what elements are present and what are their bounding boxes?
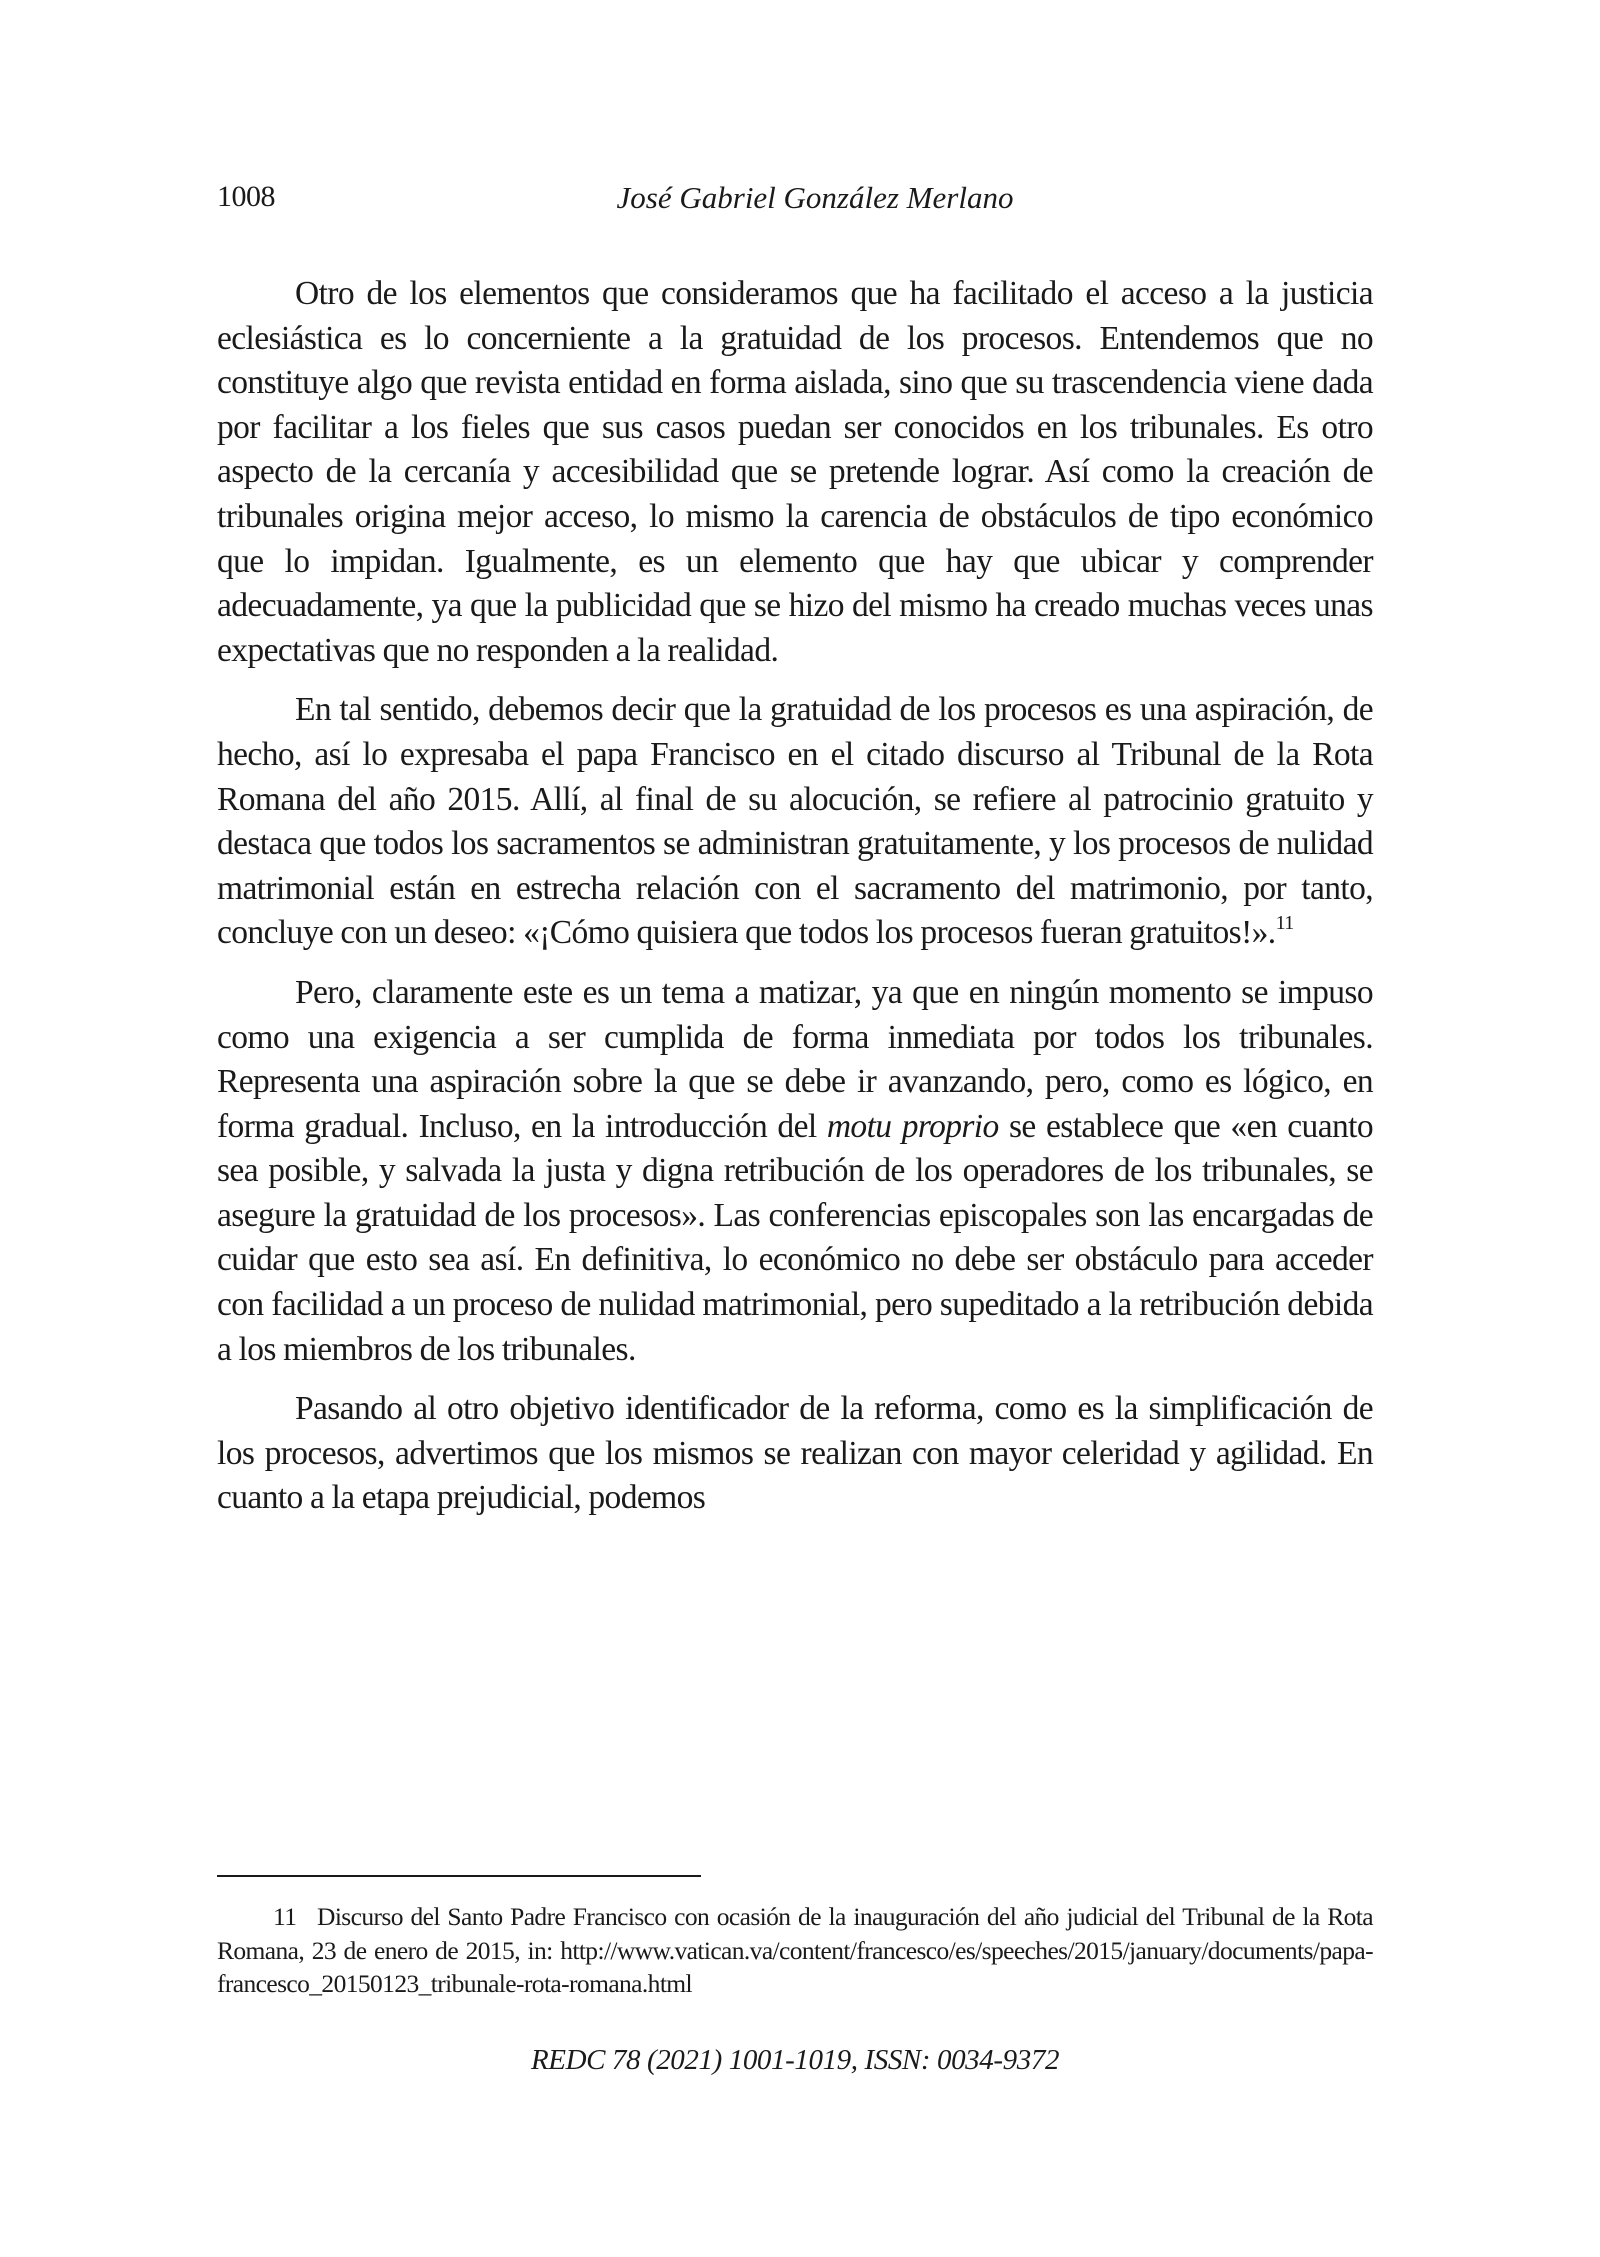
paragraph-text: Pasando al otro objetivo identificador de la reforma, como es la simplificación de los procesos, advertimos que los mismos se realizan con mayor celeridad y agilidad. En cuanto a la etapa prejudicial, podemos bbox=[217, 1390, 1373, 1517]
paragraph-1 bbox=[217, 272, 1373, 673]
paragraph-text: Otro de los elementos que consideramos que ha facilitado el acceso a la justicia eclesiástica es lo concerniente a la gratuidad de los procesos. Entendemos que no constituye algo que revista entidad en forma aislada, sino que su trascendencia viene dada por facilitar a los fieles que sus casos puedan ser conocidos en los tribunales. Es otro aspecto de la cercanía y accesibilidad que se pretende lograr. Así como la creación de tribunales origina mejor acceso, lo mismo la carencia de obstáculos de tipo económico que lo impidan. Igualmente, es un elemento que hay que ubicar y comprender adecuadamente, ya que la publicidad que se hizo del mismo ha creado muchas veces unas expectativas que no responden a la realidad. bbox=[217, 275, 1373, 669]
footnote-reference[interactable]: 11 bbox=[1275, 912, 1294, 935]
running-head-author: José Gabriel González Merlano bbox=[616, 180, 1014, 215]
body-text bbox=[217, 272, 1373, 1536]
footnote-number: 11 bbox=[273, 1902, 297, 1931]
footnote-text: Discurso del Santo Padre Francisco con ocasión de la inauguración del año judicial del Tribunal de la Rota Romana, 23 de enero de 2015, in: http://www.vatican.va/content/francesco/es/speeches/2015/january/documents/papa-francesco_20150123_tribunale-rota-romana.html bbox=[217, 1902, 1373, 1998]
footnote-11 bbox=[217, 1900, 1373, 2001]
italic-term: motu proprio bbox=[826, 1107, 999, 1145]
page-footer-citation: REDC 78 (2021) 1001-1019, ISSN: 0034-9372 bbox=[530, 2044, 1060, 2076]
page-number: 1008 bbox=[217, 180, 275, 213]
paragraph-2 bbox=[217, 688, 1373, 956]
footnote-divider bbox=[217, 1875, 701, 1877]
paragraph-text: Pero, claramente este es un tema a matizar, ya que en ningún momento se impuso como una exigencia a ser cumplida de forma inmediata por todos los tribunales. Representa una aspiración sobre la que se debe ir avanzando, pero, como es lógico, en forma gradual. Incluso, en la introducción del bbox=[217, 973, 1373, 1145]
paragraph-4 bbox=[217, 1387, 1373, 1521]
page-header bbox=[217, 180, 1373, 230]
paragraph-3 bbox=[217, 971, 1373, 1372]
paragraph-text: En tal sentido, debemos decir que la gratuidad de los procesos es una aspiración, de hecho, así lo expresaba el papa Francisco en el citado discurso al Tribunal de la Rota Romana del año 2015. Allí, al final de su alocución, se refiere al patrocinio gratuito y destaca que todos los sacramentos se administran gratuitamente, y los procesos de nulidad matrimonial están en estrecha relación con el sacramento del matrimonio, por tanto, concluye con un deseo: «¡Cómo quisiera que todos los procesos fueran gratuitos!». bbox=[217, 691, 1373, 952]
paragraph-text: se establece que «en cuanto sea posible, y salvada la justa y digna retribución de los operadores de los tribunales, se asegure la gratuidad de los procesos». Las conferencias episcopales son las encargadas de cuidar que esto sea así. En definitiva, lo económico no debe ser obstáculo para acceder con facilidad a un proceso de nulidad matrimonial, pero supeditado a la retribución debida a los miembros de los tribunales. bbox=[217, 1107, 1373, 1368]
